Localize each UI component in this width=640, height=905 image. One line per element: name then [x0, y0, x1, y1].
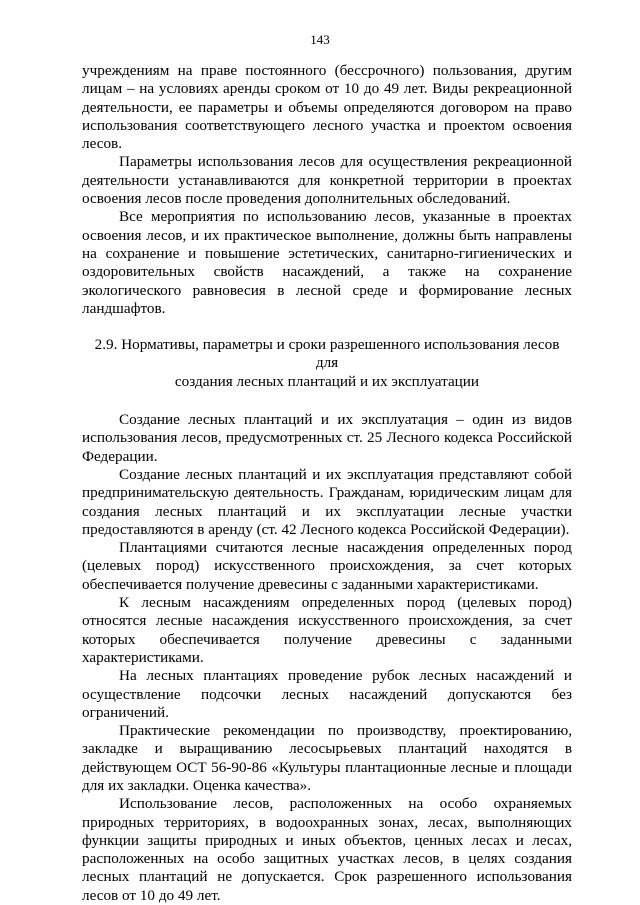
- paragraph: Практические рекомендации по производству, проектированию, закладке и выращиванию лесосырьевых плантаций находятся в действующем ОСТ 56-90-86 «Культуры плантационные лесные и площади для их закладки. Оценка качества».: [82, 722, 572, 794]
- paragraph: К лесным насаждениям определенных пород (целевых пород) относятся лесные насаждения искусственного происхождения, за счет которых обеспечивается получение древесины с заданными характеристиками.: [82, 594, 572, 666]
- paragraph: Плантациями считаются лесные насаждения определенных пород (целевых пород) искусственного происхождения, за счет которых обеспечивается получение древесины с заданными характеристиками.: [82, 539, 572, 593]
- paragraph: Использование лесов, расположенных на особо охраняемых природных территориях, в водоохранных зонах, лесах, выполняющих функции защиты природных и иных объектов, ценных лесах и лесах, расположенных на особо защитных участках лесов, в целях создания лесных плантаций не допускается. Срок разрешенного использования лесов от 10 до 49 лет.: [82, 795, 572, 904]
- paragraph: Создание лесных плантаций и их эксплуатация представляют собой предпринимательскую деятельность. Гражданам, юридическим лицам для создания лесных плантаций и их эксплуатации лесные участки предоставляются в аренду (ст. 42 Лесного кодекса Российской Федерации).: [82, 465, 572, 538]
- document-body: [82, 62, 572, 905]
- paragraph: Параметры использования лесов для осуществления рекреационной деятельности устанавливаются для конкретной территории в проектах освоения лесов после проведения дополнительных обследований.: [82, 153, 572, 208]
- page-number: 143: [310, 32, 330, 47]
- paragraph: Все мероприятия по использованию лесов, указанные в проектах освоения лесов, и их практическое выполнение, должны быть направлены на сохранение и повышение эстетических, санитарно-гигиенических и оздоровительных свойств насаждений, а также на сохранение экологического равновесия в лесной среде и формирование лесных ландшафтов.: [82, 208, 572, 317]
- section-heading-line-2: создания лесных плантаций и их эксплуатации: [174, 372, 480, 390]
- section-heading-line-1: 2.9. Нормативы, параметры и сроки разрешенного использования лесов для: [94, 336, 560, 372]
- paragraph: На лесных плантациях проведение рубок лесных насаждений и осуществление подсочки лесных насаждений допускаются без ограничений.: [82, 667, 572, 721]
- section-heading: [82, 336, 572, 391]
- paragraph-continuation: учреждениям на праве постоянного (бессрочного) пользования, другим лицам – на условиях аренды сроком от 10 до 49 лет. Виды рекреационной деятельности, ее параметры и объемы определяются договором на право использования соответствующего лесного участка и проектом освоения лесов.: [82, 62, 572, 153]
- paragraph: Создание лесных плантаций и их эксплуатация – один из видов использования лесов, предусмотренных ст. 25 Лесного кодекса Российской Федерации.: [82, 411, 572, 465]
